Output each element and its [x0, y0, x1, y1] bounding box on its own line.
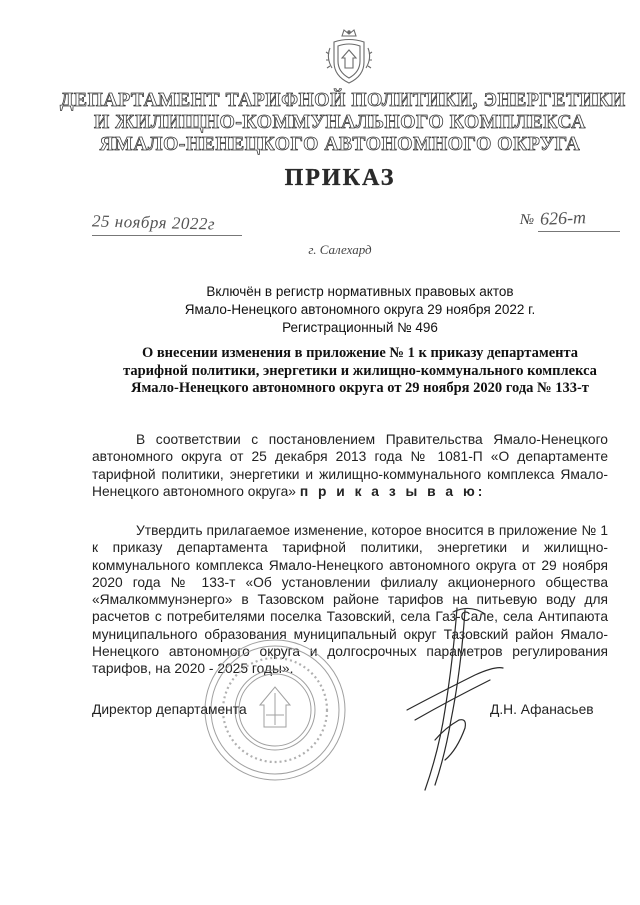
department-name-line-3: ЯМАЛО-НЕНЕЦКОГО АВТОНОМНОГО ОКРУГА — [99, 134, 581, 155]
registry-line-1: Включён в регистр нормативных правовых актов — [206, 284, 514, 299]
order-paragraph — [92, 522, 608, 678]
order-word: п р и к а з ы в а ю: — [299, 483, 486, 499]
handwritten-signature — [395, 600, 515, 800]
department-name-line-1: ДЕПАРТАМЕНТ ТАРИФНОЙ ПОЛИТИКИ, ЭНЕРГЕТИКИ — [60, 90, 626, 111]
subject-line-1: О внесении изменения в приложение № 1 к приказу департамента — [141, 345, 579, 361]
city-name: г. Салехард — [308, 242, 372, 257]
signatory-name: Д.Н. Афанасьев — [490, 702, 594, 717]
subject-line-3: Ямало-Ненецкого автономного округа от 29 ноября 2020 года № 133-т — [131, 380, 589, 396]
coat-of-arms-emblem — [324, 28, 374, 86]
number-sign: № — [520, 212, 535, 228]
registry-line-3: Регистрационный № 496 — [282, 320, 438, 335]
date-underline — [92, 235, 242, 236]
order-subject — [100, 345, 620, 398]
signatory-position: Директор департамента — [92, 702, 247, 717]
order-text: Утвердить прилагаемое изменение, которое вносится в приложение № 1 к приказу департамента тарифной политики, энергетики и жилищно-коммунального комплекса Ямало-Ненецкого автономного округа от 29 ноября 2020 года № 133-т «Об установлении филиалу акционерного общества «Ямалкоммунэнерго» в Тазовском районе тарифов на питьевую воду для расчетов с потребителями поселка Тазовский, села Газ-Сале, села Антипаюта муниципального образования муниципальный округ Тазовский район Ямало-Ненецкого автономного округа и долгосрочных параметров регулирования тарифов, на 2020 - 2025 годы». — [92, 523, 608, 677]
department-name-line-2: И ЖИЛИЩНО-КОММУНАЛЬНОГО КОМПЛЕКСА — [94, 112, 586, 133]
registry-note — [170, 283, 550, 337]
handwritten-order-number: 626-т — [539, 207, 587, 229]
preamble-text: В соответствии с постановлением Правительства Ямало-Ненецкого автономного округа от 25 декабря 2013 года № 1081-П «О департаменте тарифной политики, энергетики и жилищно-коммунального комплекса Ямало-Ненецкого автономного округа» — [92, 432, 608, 499]
registry-line-2: Ямало-Ненецкого автономного округа 29 ноября 2022 г. — [184, 302, 536, 317]
subject-line-2: тарифной политики, энергетики и жилищно-коммунального комплекса — [123, 362, 597, 379]
document-type-title: ПРИКАЗ — [284, 165, 396, 191]
preamble-paragraph — [92, 431, 608, 500]
handwritten-date: 25 ноября 2022г — [91, 211, 216, 234]
number-underline — [538, 231, 620, 232]
department-name — [60, 90, 626, 156]
